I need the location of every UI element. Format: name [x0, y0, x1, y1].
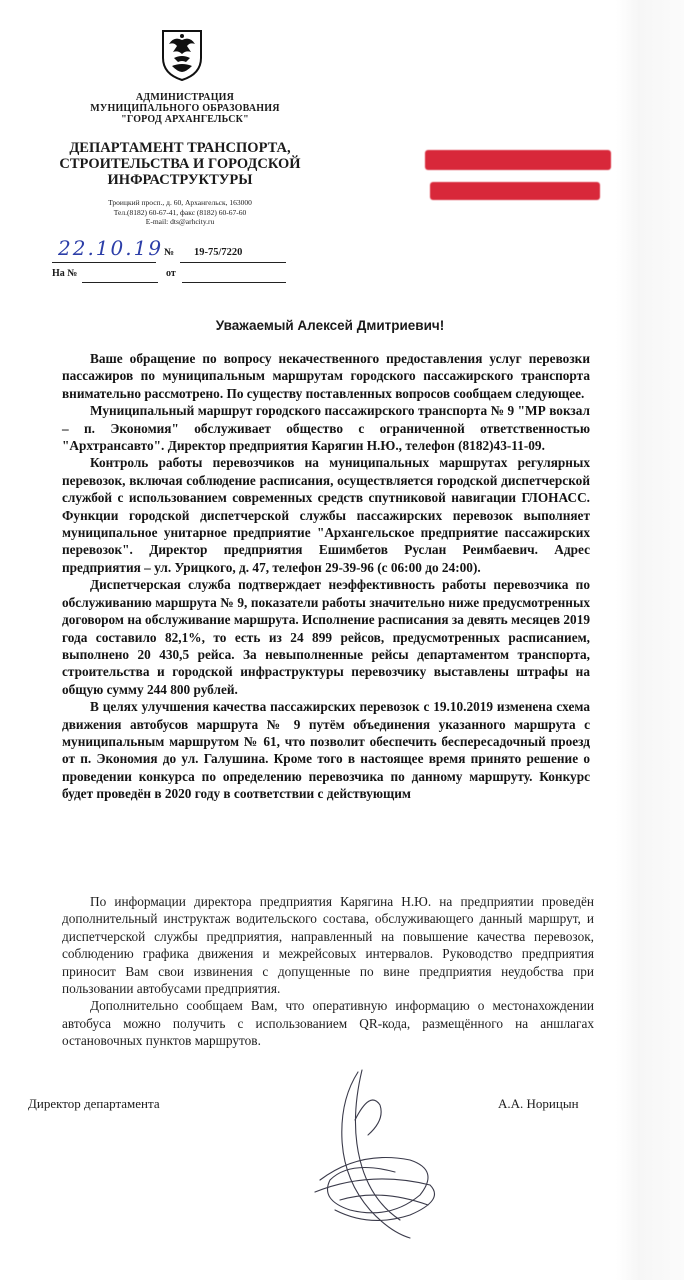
department-header [30, 140, 330, 188]
number-underline [180, 262, 286, 263]
number-label: № [164, 247, 175, 258]
dept-line: ИНФРАСТРУКТУРЫ [107, 172, 253, 188]
reference-label: На № [52, 268, 78, 279]
signatory-title: Директор департамента [28, 1096, 160, 1111]
letter-body [62, 350, 590, 803]
paragraph: Муниципальный маршрут городского пассажирского транспорта № 9 "МР вокзал – п. Экономия" обслуживает общество с ограниченной ответственностью "Архтрансавто". Директор предприятия Карягин Н.Ю., телефон (8182)43-11-09. [62, 403, 590, 454]
paragraph: Диспетчерская служба подтверждает неэффективность работы перевозчика по обслуживанию маршрута № 9, показатели работы значительно ниже предусмотренных договором на обслуживание маршрута. Исполнение расписания за девять месяцев 2019 года составило 82,1%, то есть из 24 899 рейсов, предусмотренных расписанием, выполнено 20 430,5 рейса. За невыполненные рейсы департаментом транспорта, строительства и городской инфраструктуры перевозчику выставлены штрафы на общую сумму 244 800 рублей. [62, 577, 590, 697]
handwritten-signature [300, 1060, 450, 1250]
paragraph: Дополнительно сообщаем Вам, что оперативную информацию о местонахождении автобуса можно получить с использованием QR-кода, размещённого на аншлагах остановочных пунктов маршрутов. [62, 998, 594, 1049]
addr-line: E-mail: dts@arhcity.ru [145, 217, 215, 226]
org-line: "ГОРОД АРХАНГЕЛЬСК" [121, 114, 249, 125]
dept-line: СТРОИТЕЛЬСТВА И ГОРОДСКОЙ [59, 156, 301, 172]
paragraph: По информации директора предприятия Карягина Н.Ю. на предприятии проведён дополнительный инструктаж водительского состава, обслуживающего данный маршрут, и диспетчерской службы предприятия, направленный на повышение качества перевозок, соблюдению графика движения и межрейсовых интервалов. Руководство предприятия приносит Вам свои извинения с допущенные по вине предприятия неудобства при пользовании автобусами предприятия. [62, 894, 594, 997]
reference-underline [82, 282, 158, 283]
coat-of-arms-icon [160, 28, 204, 82]
paragraph: В целях улучшения качества пассажирских перевозок с 19.10.2019 изменена схема движения автобусов маршрута № 9 путём объединения указанного маршрута с муниципальным маршрутом № 61, что позволит обеспечить беспересадочный проезд от п. Экономия до ул. Галушина. Кроме того в настоящее время принято решение о проведении конкурса по определению перевозчика по данному маршруту. Конкурс будет проведён в 2020 году в соответствии с действующим [62, 699, 590, 802]
handwritten-date: 22.10.19 [58, 236, 164, 260]
department-address [30, 198, 330, 227]
paragraph: Контроль работы перевозчиков на муниципальных маршрутах регулярных перевозок, включая соблюдение расписания, осуществляется городской диспетчерской службой с использованием современных средств спутниковой навигации ГЛОНАСС. Функции городской диспетчерской службы пассажирских перевозок выполняет муниципальное унитарное предприятие "Архангельское предприятие пассажирских перевозок". Директор предприятия Ешимбетов Руслан Реимбаевич. Адрес предприятия – ул. Урицкого, д. 47, телефон 29-39-96 (с 06:00 до 24:00). [62, 455, 590, 575]
addr-line: Троицкий просп., д. 60, Архангельск, 163000 [108, 198, 252, 207]
org-line: АДМИНИСТРАЦИЯ [135, 92, 235, 103]
administration-header [40, 92, 330, 125]
redacted-recipient-name [425, 150, 611, 170]
signatory-name: А.А. Норицын [498, 1096, 579, 1111]
paragraph: Ваше обращение по вопросу некачественного предоставления услуг перевозки пассажиров по муниципальным маршрутам городского пассажирского транспорта внимательно рассмотрено. По существу поставленных вопросов сообщаем следующее. [62, 351, 590, 401]
dept-line: ДЕПАРТАМЕНТ ТРАНСПОРТА, [69, 140, 291, 156]
registration-number: 19-75/7220 [194, 247, 243, 258]
from-label: от [166, 268, 176, 279]
scan-edge [616, 0, 684, 1280]
redacted-recipient-address [430, 182, 600, 200]
greeting: Уважаемый Алексей Дмитриевич! [215, 318, 445, 333]
letter-body-continued [62, 893, 594, 1050]
org-line: МУНИЦИПАЛЬНОГО ОБРАЗОВАНИЯ [90, 103, 280, 114]
from-underline [182, 282, 286, 283]
date-underline [52, 262, 156, 263]
addr-line: Тел.(8182) 60-67-41, факс (8182) 60-67-60 [113, 207, 247, 217]
